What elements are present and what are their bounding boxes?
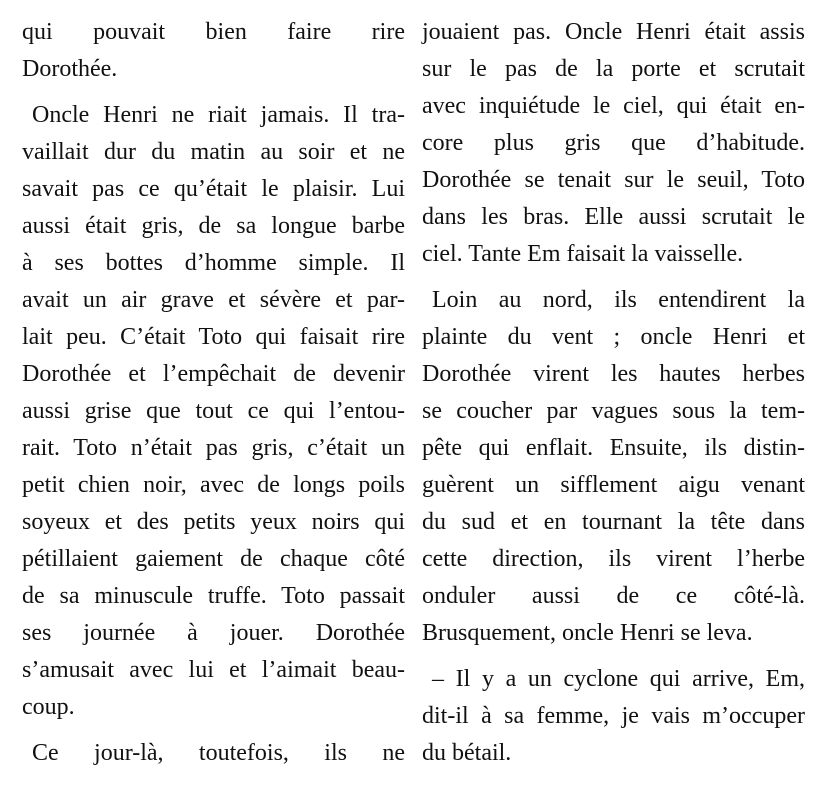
text-line: ciel. Tante Em faisait la vaisselle. <box>422 241 744 267</box>
text-line: savait pas ce qu’était le plaisir. Lui <box>22 176 405 202</box>
text-line: Ce jour-là, toutefois, ils ne <box>32 740 405 766</box>
paragraph-gap <box>22 726 405 735</box>
text-column-left <box>22 14 405 772</box>
text-line: se coucher par vagues sous la tem- <box>422 398 805 424</box>
text-line: lait peu. C’était Toto qui faisait rire <box>22 324 405 350</box>
text-line: ses journée à jouer. Dorothée <box>22 620 405 646</box>
text-line: du sud et en tournant la tête dans <box>422 509 805 535</box>
text-line: jouaient pas. Oncle Henri était assis <box>422 19 805 45</box>
paragraph-gap <box>422 273 805 282</box>
paragraph <box>422 282 805 652</box>
text-line: de sa minuscule truffe. Toto passait <box>22 583 405 609</box>
text-line: qui pouvait bien faire rire <box>22 19 405 45</box>
text-line: dans les bras. Elle aussi scrutait le <box>422 204 805 230</box>
text-line: petit chien noir, avec de longs poils <box>22 472 405 498</box>
paragraph <box>422 14 805 273</box>
text-line: Dorothée et l’empêchait de devenir <box>22 361 405 387</box>
text-line: – Il y a un cyclone qui arrive, Em, <box>432 666 805 692</box>
text-line: Dorothée se tenait sur le seuil, Toto <box>422 167 805 193</box>
text-line: à ses bottes d’homme simple. Il <box>22 250 405 276</box>
paragraph-gap <box>22 88 405 97</box>
paragraph <box>22 14 405 88</box>
text-line: sur le pas de la porte et scrutait <box>422 56 805 82</box>
text-line: onduler aussi de ce côté-là. <box>422 583 805 609</box>
text-line: Brusquement, oncle Henri se leva. <box>422 620 753 646</box>
text-line: guèrent un sifflement aigu venant <box>422 472 805 498</box>
text-line: aussi grise que tout ce qui l’entou- <box>22 398 405 424</box>
text-line: pétillaient gaiement de chaque côté <box>22 546 405 572</box>
text-line: cette direction, ils virent l’herbe <box>422 546 805 572</box>
text-line: aussi était gris, de sa longue barbe <box>22 213 405 239</box>
text-line: vaillait dur du matin au soir et ne <box>22 139 405 165</box>
text-line: s’amusait avec lui et l’aimait beau- <box>22 657 405 683</box>
text-line: Oncle Henri ne riait jamais. Il tra- <box>32 102 405 128</box>
text-line: du bétail. <box>422 740 512 766</box>
text-line: soyeux et des petits yeux noirs qui <box>22 509 405 535</box>
text-line: Loin au nord, ils entendirent la <box>432 287 805 313</box>
text-line: core plus gris que d’habitude. <box>422 130 805 156</box>
paragraph <box>22 97 405 726</box>
text-line: Dorothée virent les hautes herbes <box>422 361 805 387</box>
text-line: coup. <box>22 694 75 720</box>
paragraph <box>22 735 405 772</box>
text-line: Dorothée. <box>22 56 118 82</box>
text-line: avec inquiétude le ciel, qui était en- <box>422 93 805 119</box>
text-column-right <box>422 14 805 772</box>
paragraph-gap <box>422 652 805 661</box>
text-line: dit-il à sa femme, je vais m’occuper <box>422 703 805 729</box>
text-line: avait un air grave et sévère et par- <box>22 287 405 313</box>
text-line: plainte du vent ; oncle Henri et <box>422 324 805 350</box>
paragraph <box>422 661 805 772</box>
text-line: rait. Toto n’était pas gris, c’était un <box>22 435 405 461</box>
text-line: pête qui enflait. Ensuite, ils distin- <box>422 435 805 461</box>
